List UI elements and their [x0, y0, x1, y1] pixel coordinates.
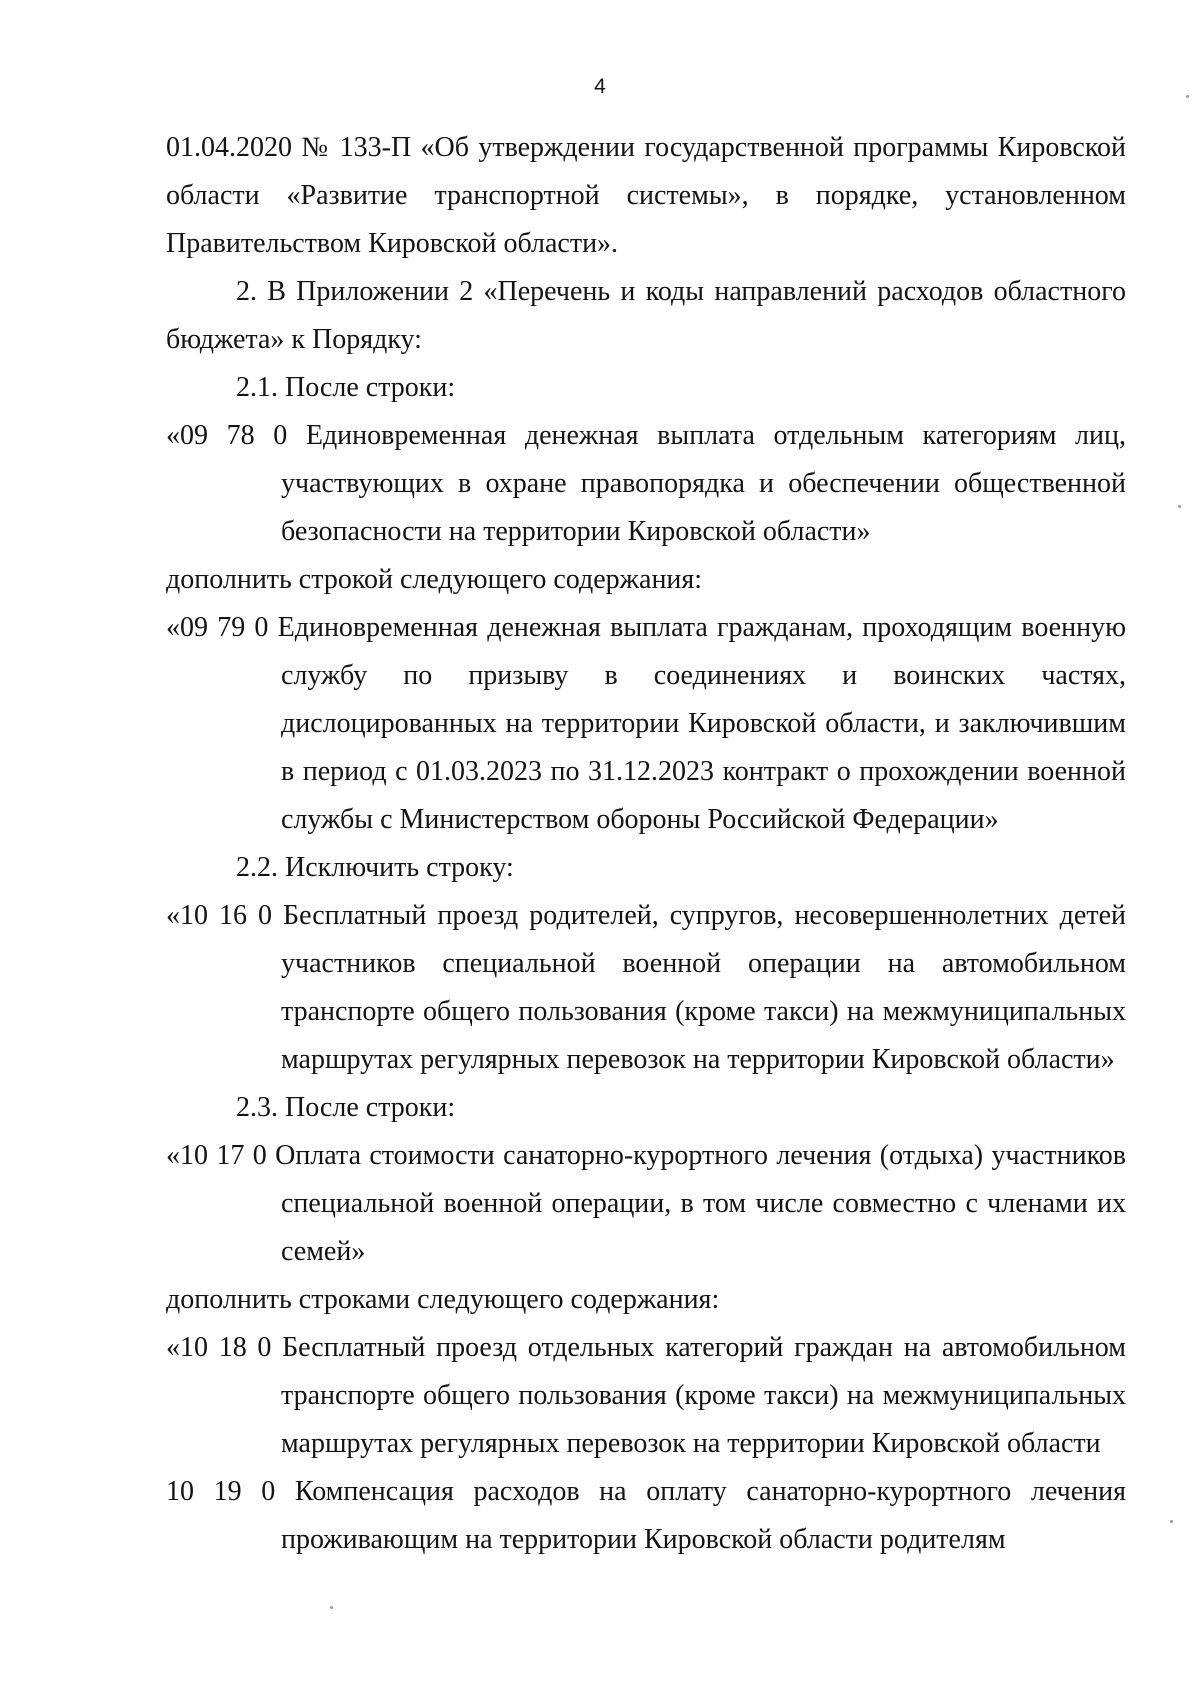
paragraph-continuation: 01.04.2020 № 133-П «Об утверждении государственной программы Кировской области «Развитие транспортной системы», в порядке, установленном Правительством Кировской области». [166, 132, 1126, 259]
paragraph-item-2-3: 2.3. После строки: [236, 1092, 456, 1123]
code-entry-09-78-0: «09 78 0 Единовременная денежная выплата отдельным категориям лиц, участвующих в охране правопорядка и обеспечении общественной безопасности на территории Кировской области» [166, 420, 1126, 547]
page-number: 4 [594, 75, 606, 98]
paragraph-add-line: дополнить строкой следующего содержания: [166, 564, 703, 595]
paragraph-item-2-1: 2.1. После строки: [236, 372, 456, 403]
code-entry-10-16-0: «10 16 0 Бесплатный проезд родителей, супругов, несовершеннолетних детей участников специальной военной операции на автомобильном транспорте общего пользования (кроме такси) на межмуниципальных маршрутах регулярных перевозок на территории Кировской области» [166, 900, 1126, 1075]
code-entry-10-18-0: «10 18 0 Бесплатный проезд отдельных категорий граждан на автомобильном транспорте общего пользования (кроме такси) на межмуниципальных маршрутах регулярных перевозок на территории Кировской области [166, 1332, 1126, 1459]
code-entry-09-79-0: «09 79 0 Единовременная денежная выплата гражданам, проходящим военную службу по призыву в соединениях и воинских частях, дислоцированных на территории Кировской области, и заключившим в период с 01.03.2023 по 31.12.2023 контракт о прохождении военной службы с Министерством обороны Российской Федерации» [166, 612, 1126, 835]
code-entry-10-19-0: 10 19 0 Компенсация расходов на оплату санаторно-курортного лечения проживающим на территории Кировской области родителям [166, 1476, 1126, 1555]
paragraph-item-2: 2. В Приложении 2 «Перечень и коды направлений расходов областного бюджета» к Порядку: [166, 276, 1126, 355]
document-body [166, 124, 1126, 1564]
scan-speck [1186, 95, 1189, 98]
scan-speck [1178, 505, 1181, 508]
scan-speck [1170, 1520, 1173, 1523]
paragraph-item-2-2: 2.2. Исключить строку: [236, 852, 514, 883]
scan-speck [330, 1606, 333, 1609]
paragraph-add-lines: дополнить строками следующего содержания: [166, 1284, 720, 1315]
code-entry-10-17-0: «10 17 0 Оплата стоимости санаторно-курортного лечения (отдыха) участников специальной военной операции, в том числе совместно с членами их семей» [166, 1140, 1126, 1267]
